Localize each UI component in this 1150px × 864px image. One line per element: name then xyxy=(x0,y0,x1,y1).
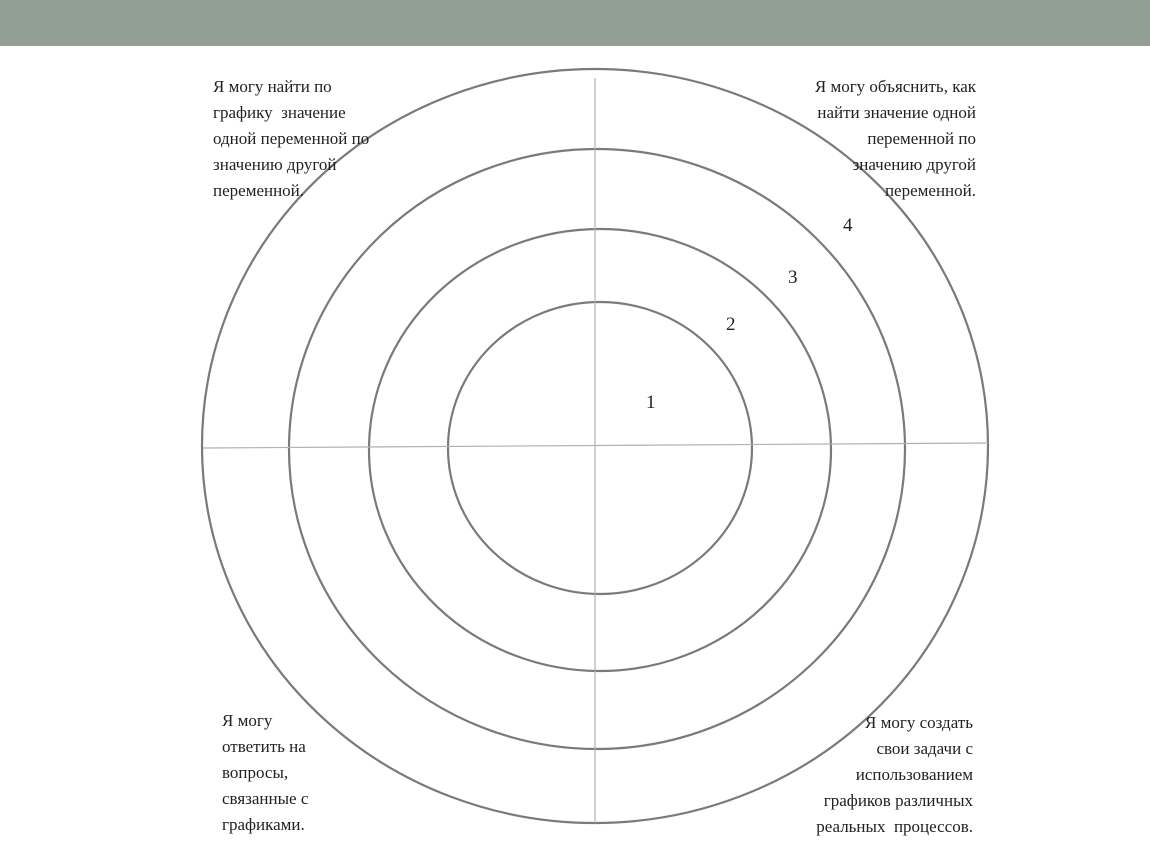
quadrant-text-top-right: Я могу объяснить, как найти значение одной переменной по значению другой переменной. xyxy=(814,77,976,200)
ring-label-3: 3 xyxy=(788,267,798,288)
quadrant-text-bottom-right: Я могу создать свои задачи с использованием графиков различных реальных процессов. xyxy=(816,713,973,836)
ring-1 xyxy=(448,302,752,594)
ring-label-4: 4 xyxy=(843,215,853,236)
ring-2 xyxy=(369,229,831,671)
ring-label-2: 2 xyxy=(726,314,736,335)
quadrant-text-bottom-left: Я могу ответить на вопросы, связанные с графиками. xyxy=(222,711,309,834)
quadrant-text-top-left: Я могу найти по графику значение одной переменной по значению другой переменной. xyxy=(213,77,370,200)
ring-label-1: 1 xyxy=(646,392,656,413)
ring-3 xyxy=(289,149,905,749)
